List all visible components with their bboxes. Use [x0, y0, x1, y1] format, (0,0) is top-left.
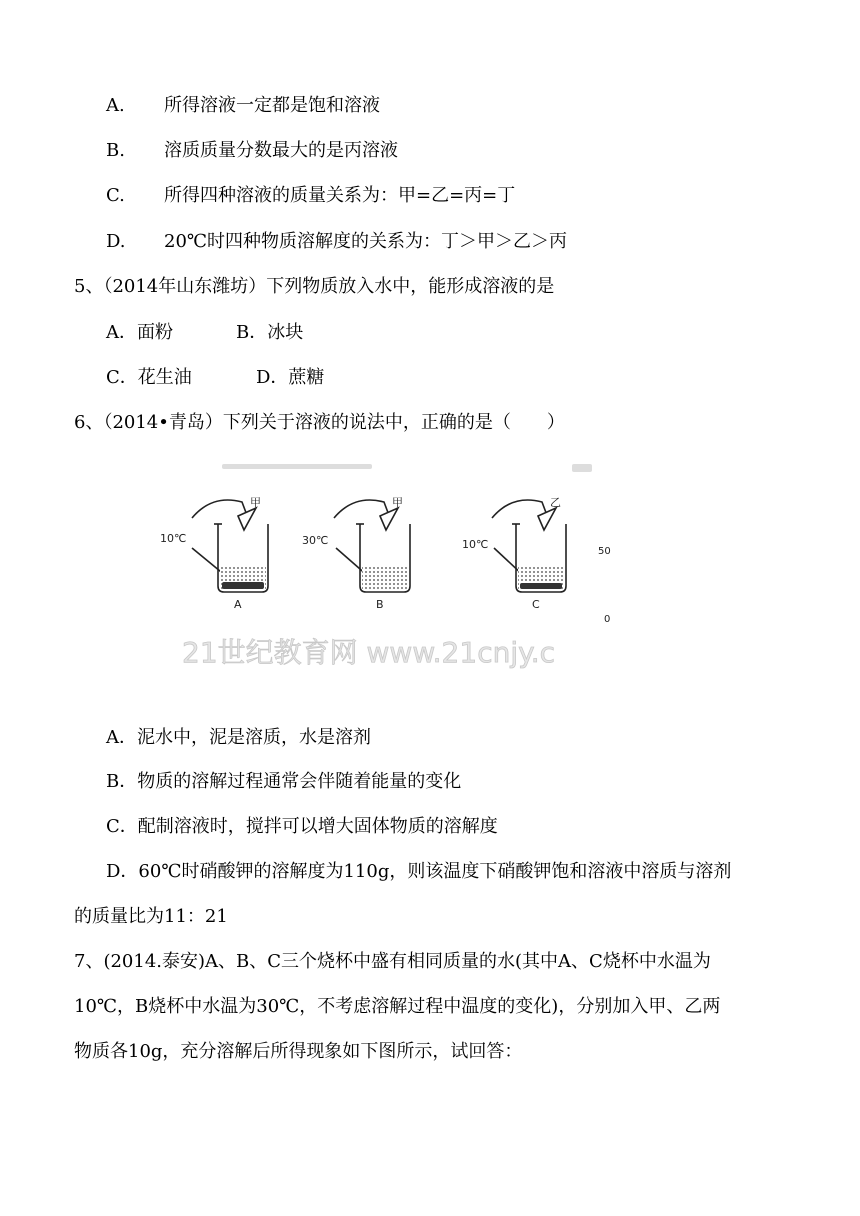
beaker-c-substance: 乙 [550, 496, 561, 509]
q6-option-a: A．泥水中，泥是溶质，水是溶剂 [106, 727, 371, 748]
option-letter: C. [106, 185, 125, 206]
q6-option-c: C．配制溶液时，搅拌可以增大固体物质的溶解度 [106, 816, 498, 837]
q6-option-d-line-1: D．60℃时硝酸钾的溶解度为110g，则该温度下硝酸钾饱和溶液中溶质与溶剂 [106, 861, 732, 882]
beaker-c-temp: 10℃ [462, 538, 489, 551]
beaker-b-substance: 甲 [392, 496, 403, 509]
beaker-a-temp: 10℃ [160, 532, 187, 545]
beaker-b-temp: 30℃ [302, 534, 329, 547]
q5-option-c: C．花生油 [106, 367, 192, 388]
beaker-a [192, 500, 268, 592]
edge-text-50: 50 [598, 546, 611, 557]
beaker-b [334, 500, 410, 592]
q5-option-a: A．面粉 [106, 322, 173, 343]
beaker-a-substance: 甲 [250, 496, 261, 509]
q5-stem: 5、（2014年山东潍坊）下列物质放入水中，能形成溶液的是 [74, 276, 555, 297]
edge-text-0: 0 [604, 614, 611, 625]
q6-stem: 6、（2014•青岛）下列关于溶液的说法中，正确的是（ ） [74, 412, 565, 433]
q6-option-b: B．物质的溶解过程通常会伴随着能量的变化 [106, 771, 462, 792]
beaker-c [492, 500, 566, 592]
option-letter: A. [106, 95, 125, 116]
option-letter: B. [106, 140, 125, 161]
q7-line-3: 物质各10g，充分溶解后所得现象如下图所示，试回答： [74, 1041, 523, 1062]
option-letter: D. [106, 231, 126, 252]
option-text: 溶质质量分数最大的是丙溶液 [164, 140, 398, 161]
option-text: 20℃时四种物质溶解度的关系为：丁＞甲＞乙＞丙 [164, 231, 568, 252]
beaker-b-label: B [376, 598, 384, 611]
q7-line-2: 10℃，B烧杯中水温为30℃，不考虑溶解过程中温度的变化)，分别加入甲、乙两 [74, 996, 721, 1017]
beaker-c-label: C [532, 598, 540, 611]
q6-option-d-line-2: 的质量比为11：21 [74, 906, 228, 927]
q5-option-b: B．冰块 [236, 322, 304, 343]
q5-option-d: D．蔗糖 [256, 367, 325, 388]
option-text: 所得四种溶液的质量关系为：甲=乙=丙=丁 [164, 185, 516, 206]
option-text: 所得溶液一定都是饱和溶液 [164, 95, 380, 116]
beaker-figure [152, 458, 614, 690]
beaker-a-label: A [234, 598, 242, 611]
watermark-text: 21世纪教育网 www.21cnjy.c [182, 636, 555, 669]
scan-artifact [222, 464, 592, 472]
q7-line-1: 7、(2014.泰安)A、B、C三个烧杯中盛有相同质量的水(其中A、C烧杯中水温为 [74, 951, 711, 972]
